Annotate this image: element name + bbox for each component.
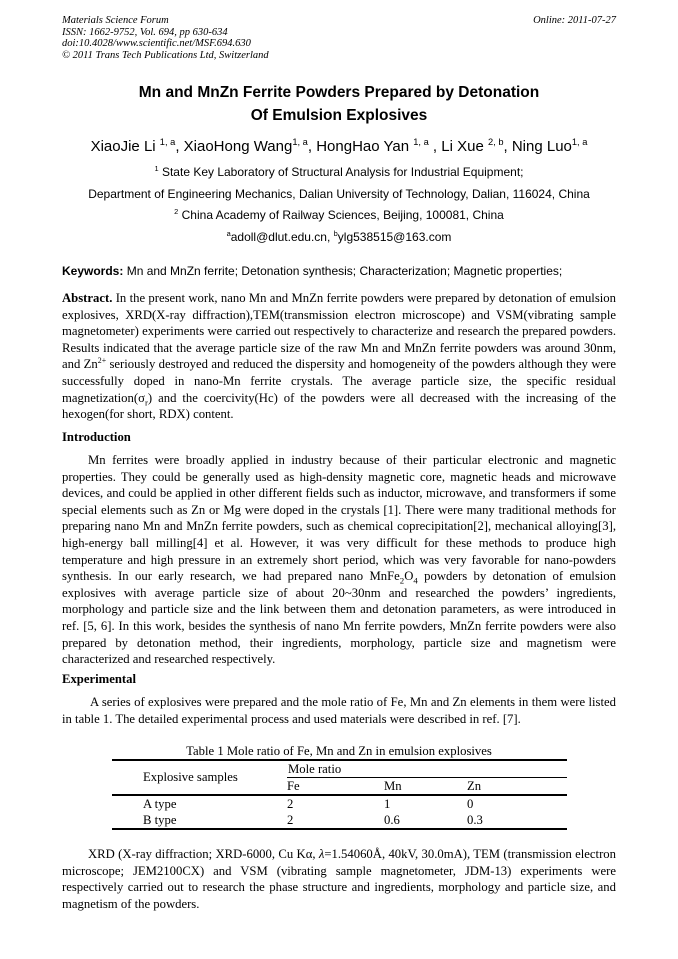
- journal-name: Materials Science Forum: [62, 15, 169, 26]
- keywords-label: Keywords:: [62, 264, 124, 278]
- table-header-mole-ratio: Mole ratio: [287, 760, 567, 778]
- author-name: Li Xue: [441, 138, 484, 155]
- affiliation-number: 1: [154, 164, 159, 173]
- abstract-text: ) and the coercivity(Hc) of the powders were all decreased with the increasing of the hexogen(for short, RDX) content.: [62, 390, 616, 422]
- email-b: ylg538515@163.com: [337, 230, 452, 244]
- author-affiliation-mark: 1, a: [571, 137, 588, 147]
- abstract-label: Abstract.: [62, 291, 113, 305]
- paper-title: [0, 81, 678, 127]
- online-date: Online: 2011-07-27: [533, 15, 616, 26]
- table-header-samples: Explosive samples: [112, 760, 287, 795]
- intro-text: O: [404, 569, 414, 584]
- table-cell-mn: 1: [384, 795, 467, 812]
- author-affiliation-mark: 1, a: [159, 137, 176, 147]
- doi: doi:10.4028/www.scientific.net/MSF.694.630: [62, 38, 251, 49]
- author-name: Ning Luo: [511, 138, 572, 155]
- author-name: XiaoHong Wang: [183, 138, 293, 155]
- author-emails: [0, 230, 678, 244]
- email-mark: a: [226, 229, 231, 238]
- author-affiliation-mark: 2, b: [487, 137, 504, 147]
- mole-ratio-table: [112, 759, 567, 830]
- author-list: XiaoJie Li $^{1, a}$, XiaoHong Wang$^{1, a}$, HongHao Yan $^{1, a}$ , Li Xue $^{2, b}$, Ning Luo$^{1, a}$: [90, 137, 588, 155]
- author-affiliation-mark: 1, a: [292, 137, 308, 147]
- title-line-2: Of Emulsion Explosives: [250, 107, 428, 124]
- table-cell-zn: 0: [467, 795, 567, 812]
- affiliation-number: 2: [174, 207, 179, 216]
- intro-subscript: 4: [413, 575, 418, 586]
- author-name: HongHao Yan: [316, 138, 410, 155]
- table-cell-sample: B type: [112, 812, 287, 829]
- instruments-text: XRD (X-ray diffraction; XRD-6000, Cu Kα,: [88, 847, 319, 861]
- abstract: [62, 290, 616, 423]
- author-affiliation-mark: 1, a: [413, 137, 429, 147]
- table-cell-mn: 0.6: [384, 812, 467, 829]
- table-cell-fe: 2: [287, 795, 384, 812]
- experimental-heading: Experimental: [62, 672, 137, 686]
- table-row: [112, 812, 567, 829]
- intro-text: Mn ferrites were broadly applied in industry because of their particular electronic and magnetic properties. They could be generally used as high-density magnetic core, magnetic heads and microwave devices, and could be applied in other different fields such as inductor, microwave, and transformers if some special elements such as Zn or Mg were doped in the crystals [1]. There were many traditional methods for preparing nano Mn and MnZn ferrite powders, such as chemical coprecipitation[2], mechanical alloying[3], high-energy ball milling[4] et al. However, it was very difficult for these methods to produce high temperature and high pressure in an extremely short period, which was very favorable for nano-powders synthesis. In our early research, we had prepared nano MnFe: [62, 453, 616, 584]
- email-mark: b: [333, 229, 338, 238]
- issn: ISSN: 1662-9752, Vol. 694, pp 630-634: [62, 26, 228, 38]
- abstract-text: seriously destroyed and reduced the dispersity and homogeneity of the powders although they were successfully doped in nano-Mn ferrite crystals. The average particle size, the specific residual magnetization(σ: [62, 357, 616, 405]
- table-cell-zn: 0.3: [467, 812, 567, 829]
- abstract-superscript: 2+: [97, 356, 107, 366]
- affiliation-text: State Key Laboratory of Structural Analysis for Industrial Equipment;: [161, 165, 524, 179]
- keywords-text: Mn and MnZn ferrite; Detonation synthesis; Characterization; Magnetic properties;: [123, 264, 563, 278]
- title-line-1: Mn and MnZn Ferrite Powders Prepared by Detonation: [138, 84, 540, 101]
- keywords: [62, 264, 622, 278]
- intro-text: powders by detonation of emulsion explosives with average particle size of about 20~30nm and researched the powders’ ingredients, morphology and particle size and the link between them and detonation parameters, as were introduced in ref. [5, 6]. In this work, besides the synthesis of nano Mn ferrite powders, MnZn ferrite powders were also prepared by detonation method, their ingredients, morphology, particle size and magnetism were characterized and researched respectively.: [62, 569, 616, 667]
- affiliation-1b: Department of Engineering Mechanics, Dalian University of Technology, Dalian, 116024, China: [88, 187, 590, 201]
- intro-subscript: 2: [399, 575, 405, 586]
- introduction-paragraph: [62, 452, 616, 668]
- instruments-paragraph: [62, 846, 616, 912]
- journal-header: [62, 15, 269, 61]
- affiliation-1a: [0, 165, 678, 179]
- introduction-heading: Introduction: [62, 430, 131, 444]
- email-a: adoll@dlut.edu.cn,: [230, 230, 334, 244]
- table-header-zn: Zn: [467, 778, 482, 793]
- affiliation-text: China Academy of Railway Sciences, Beijing, 100081, China: [181, 208, 504, 222]
- affiliation-2: [0, 208, 678, 222]
- lambda-symbol: λ: [318, 847, 325, 861]
- table-row: [112, 795, 567, 812]
- experimental-paragraph: A series of explosives were prepared and the mole ratio of Fe, Mn and Zn elements in them were listed in table 1. The detailed experimental process and used materials were described in ref. [7].: [62, 695, 616, 726]
- abstract-subscript: r: [144, 397, 148, 408]
- copyright: © 2011 Trans Tech Publications Ltd, Switzerland: [62, 49, 269, 61]
- instruments-text: =1.54060Å, 40kV, 30.0mA), TEM (transmission electron microscope; JEM2100CX) and VSM (vibrating sample magnetometer, JDM-13) experiments were respectively carried out to research the phase structure and ingredients, morphology and particle size, and magnetism of the powders.: [62, 847, 616, 911]
- table-header-fe: Fe: [287, 778, 300, 793]
- table-cell-fe: 2: [287, 812, 384, 829]
- table-header-mn: Mn: [384, 778, 402, 793]
- table-caption: Table 1 Mole ratio of Fe, Mn and Zn in emulsion explosives: [186, 744, 492, 758]
- author-name: XiaoJie Li: [90, 138, 156, 155]
- abstract-text: In the present work, nano Mn and MnZn ferrite powders were prepared by detonation of emulsion explosives, XRD(X-ray diffraction),TEM(transmission electron microscope) and VSM(vibrating sample magnetometer) experiments were carried out respectively to characterize and research the prepared powders. Results indicated that the average particle size of the raw Mn and MnZn ferrite powders was around 30nm, and Zn: [62, 291, 616, 372]
- table-cell-sample: A type: [112, 795, 287, 812]
